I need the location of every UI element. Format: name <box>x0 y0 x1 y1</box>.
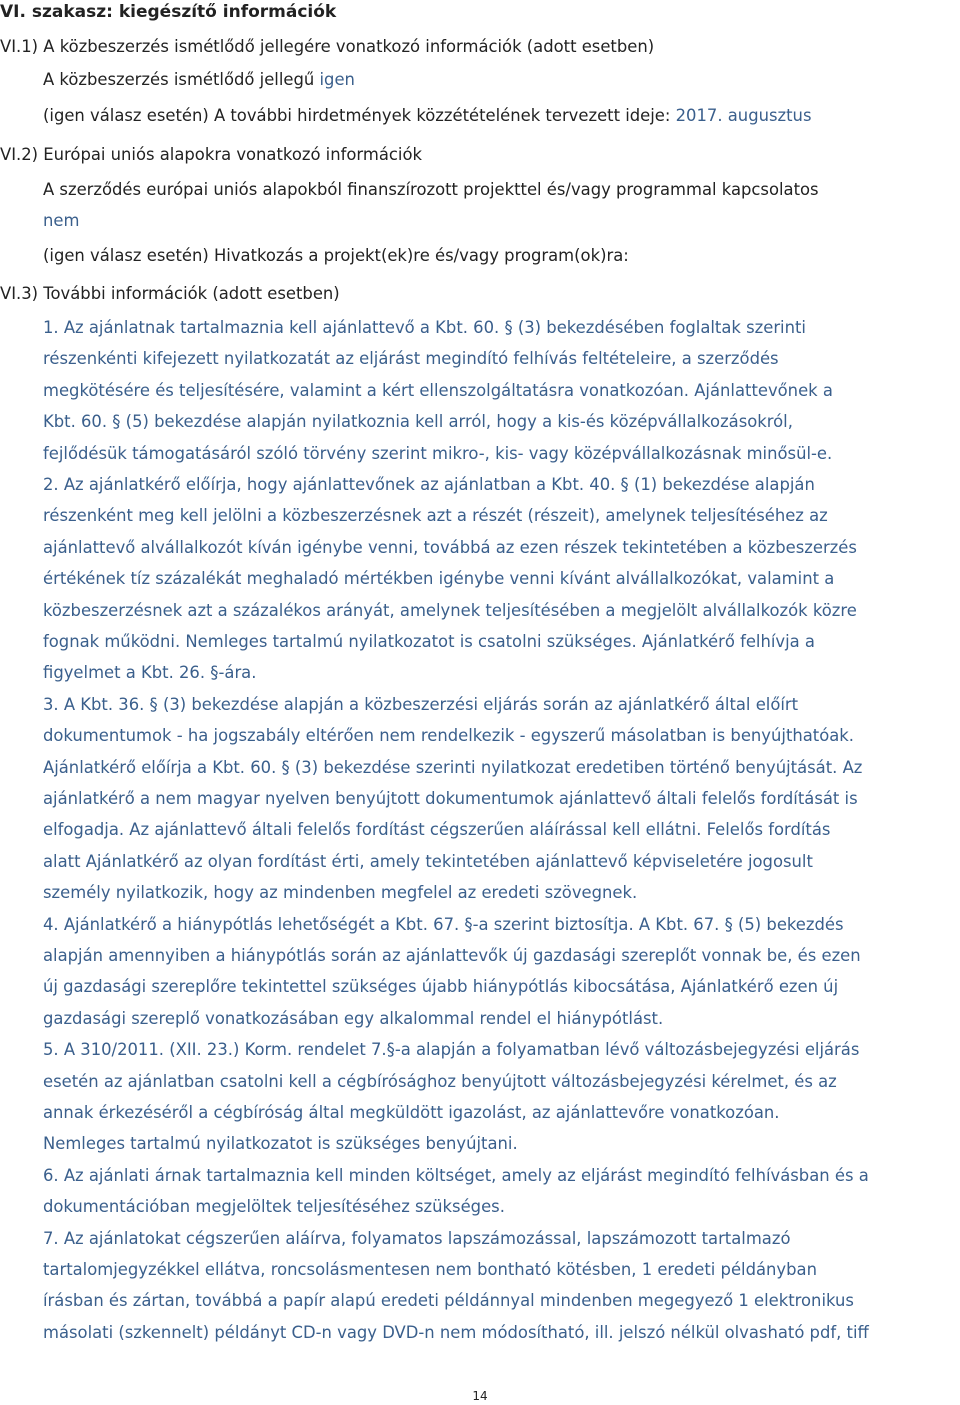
additional-info-line: 1. Az ajánlatnak tartalmaznia kell ajánlattevő a Kbt. 60. § (3) bekezdésében foglaltak szerinti <box>43 318 806 337</box>
next-notice-row <box>43 104 811 128</box>
recurring-label: A közbeszerzés ismétlődő jellegű <box>43 70 320 89</box>
additional-info-line: 2. Az ajánlatkérő előírja, hogy ajánlattevőnek az ajánlatban a Kbt. 40. § (1) bekezdése alapján <box>43 475 815 494</box>
additional-info-line: 4. Ajánlatkérő a hiánypótlás lehetőségét a Kbt. 67. §-a szerint biztosítja. A Kbt. 67. § (5) bekezdés <box>43 915 844 934</box>
reference-label: (igen válasz esetén) Hivatkozás a projekt(ek)re és/vagy program(ok)ra: <box>43 246 629 265</box>
additional-info-line: 3. A Kbt. 36. § (3) bekezdése alapján a közbeszerzési eljárás során az ajánlatkérő által előírt <box>43 695 799 714</box>
additional-info-line: annak érkezéséről a cégbíróság által megküldött igazolást, az ajánlattevőre vonatkozóan. <box>43 1103 780 1122</box>
additional-info-line: új gazdasági szereplőre tekintettel szükséges újabb hiánypótlás kibocsátása, Ajánlatkérő ezen új <box>43 977 839 996</box>
additional-info-line: fejlődésük támogatásáról szóló törvény szerint mikro-, kis- vagy középvállalkozásnak minősül-e. <box>43 444 833 463</box>
additional-info-line: alapján amennyiben a hiánypótlás során az ajánlattevők új gazdasági szereplőt vonnak be, és ezen <box>43 946 861 965</box>
recurring-value: igen <box>319 70 355 89</box>
additional-info-line: tartalomjegyzékkel ellátva, roncsolásmentesen nem bontható kötésben, 1 eredeti példányban <box>43 1260 817 1279</box>
vi1-heading: VI.1) A közbeszerzés ismétlődő jellegére vonatkozó információk (adott esetben) <box>0 37 655 56</box>
additional-info-line: fognak működni. Nemleges tartalmú nyilatkozatot is csatolni szükséges. Ajánlatkérő felhívja a <box>43 632 815 651</box>
additional-info-line: dokumentációban megjelöltek teljesítéséhez szükséges. <box>43 1197 505 1216</box>
additional-info-line: másolati (szkennelt) példányt CD-n vagy DVD-n nem módosítható, ill. jelszó nélkül olvasható pdf, tiff <box>43 1323 869 1342</box>
additional-info-line: ajánlattevő alvállalkozót kíván igénybe venni, továbbá az ezen részek tekintetében a közbeszerzés <box>43 538 857 557</box>
vi2-heading: VI.2) Európai uniós alapokra vonatkozó információk <box>0 145 422 164</box>
vi3-heading: VI.3) További információk (adott esetben) <box>0 284 340 303</box>
additional-info-line: írásban és zártan, továbbá a papír alapú eredeti példánnyal mindenben megegyező 1 elektronikus <box>43 1291 854 1310</box>
additional-info-line: közbeszerzésnek azt a százalékos arányát, amelynek teljesítésében a megjelölt alvállalkozók közre <box>43 601 857 620</box>
additional-info-line: Kbt. 60. § (5) bekezdése alapján nyilatkoznia kell arról, hogy a kis-és középvállalkozásokról, <box>43 412 793 431</box>
page-number: 14 <box>472 1389 488 1403</box>
additional-info-line: 5. A 310/2011. (XII. 23.) Korm. rendelet 7.§-a alapján a folyamatban lévő változásbejegyzési eljárás <box>43 1040 860 1059</box>
additional-info-line: dokumentumok - ha jogszabály eltérően nem rendelkezik - egyszerű másolatban is benyújthatóak. <box>43 726 855 745</box>
next-notice-value: 2017. augusztus <box>675 106 812 125</box>
additional-info-line: alatt Ajánlatkérő az olyan fordítást érti, amely tekintetében ajánlattevő képviseletére jogosult <box>43 852 813 871</box>
additional-info-line: ajánlatkérő a nem magyar nyelven benyújtott dokumentumok ajánlattevő általi felelős fordítását is <box>43 789 858 808</box>
additional-info-line: megkötésére és teljesítésére, valamint a kért ellenszolgáltatásra vonatkozóan. Ajánlattevőnek a <box>43 381 833 400</box>
additional-info-line: Nemleges tartalmú nyilatkozatot is szükséges benyújtani. <box>43 1134 518 1153</box>
additional-info-line: 7. Az ajánlatokat cégszerűen aláírva, folyamatos lapszámozással, lapszámozott tartalmazó <box>43 1229 791 1248</box>
additional-info-line: esetén az ajánlatban csatolni kell a cégbírósághoz benyújtott változásbejegyzési kérelmet, és az <box>43 1072 837 1091</box>
additional-info-line: 6. Az ajánlati árnak tartalmaznia kell minden költséget, amely az eljárást megindító felhívásban és a <box>43 1166 869 1185</box>
additional-info-line: részenkénti kifejezett nyilatkozatát az eljárást megindító felhívás feltételeire, a szerződés <box>43 349 779 368</box>
additional-info-line: részenként meg kell jelölni a közbeszerzésnek azt a részét (részeit), amelynek teljesítéséhez az <box>43 506 828 525</box>
section-title: VI. szakasz: kiegészítő információk <box>0 2 337 22</box>
additional-info-line: Ajánlatkérő előírja a Kbt. 60. § (3) bekezdése szerinti nyilatkozat eredetiben történő benyújtását. Az <box>43 758 863 777</box>
additional-info-line: elfogadja. Az ajánlattevő általi felelős fordítást cégszerűen aláírással kell ellátni. Felelős fordítás <box>43 820 831 839</box>
recurring-row <box>43 68 355 92</box>
additional-info-line: figyelmet a Kbt. 26. §-ára. <box>43 663 257 682</box>
eu-funds-value: nem <box>43 211 80 230</box>
eu-funds-label: A szerződés európai uniós alapokból finanszírozott projekttel és/vagy programmal kapcsolatos <box>43 180 819 199</box>
additional-info-line: értékének tíz százalékát meghaladó mértékben igénybe venni kívánt alvállalkozókat, valamint a <box>43 569 835 588</box>
next-notice-label: (igen válasz esetén) A további hirdetmények közzétételének tervezett ideje: <box>43 106 676 125</box>
additional-info-line: gazdasági szereplő vonatkozásában egy alkalommal rendel el hiánypótlást. <box>43 1009 664 1028</box>
additional-info-line: személy nyilatkozik, hogy az mindenben megfelel az eredeti szövegnek. <box>43 883 638 902</box>
